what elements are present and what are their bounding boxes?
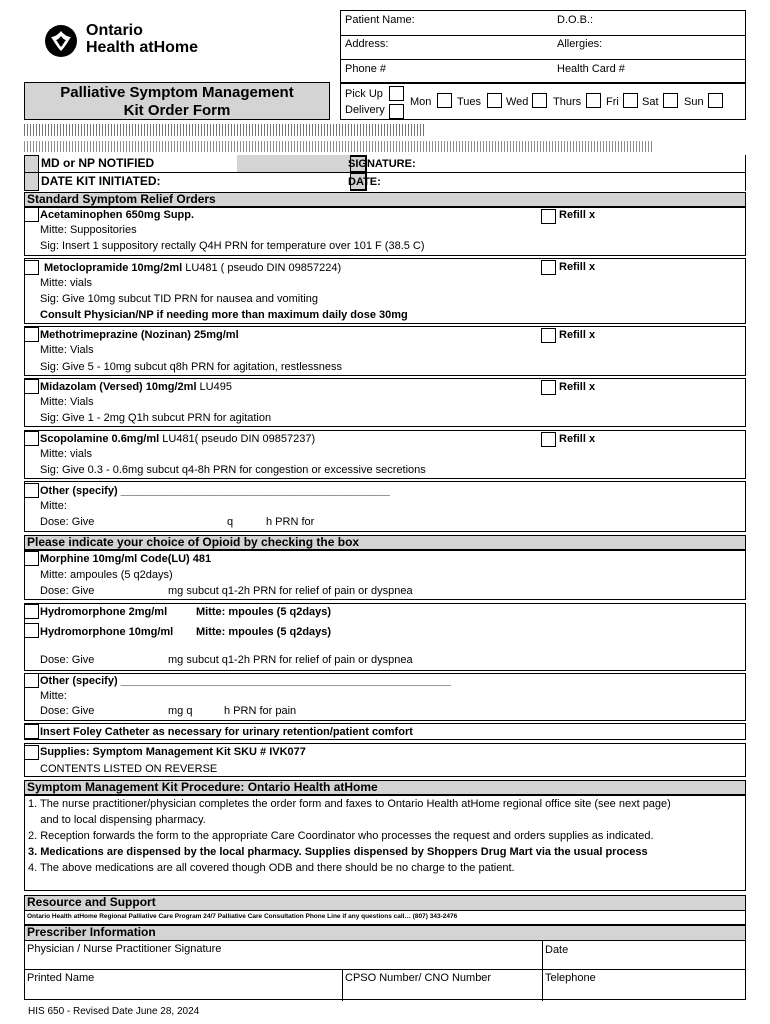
trillium-icon: [44, 24, 78, 58]
metoclopramide-checkbox[interactable]: [24, 260, 39, 275]
supplies-line1: Supplies: Symptom Management Kit SKU # IVK077: [40, 746, 306, 758]
patient-name-label: Patient Name:: [345, 14, 415, 26]
dob-label: D.O.B.:: [557, 14, 594, 26]
date-label: DATE:: [348, 176, 381, 188]
midazolam-name: [40, 381, 232, 394]
foley-checkbox[interactable]: [24, 724, 39, 739]
methotrimeprazine-checkbox[interactable]: [24, 327, 39, 342]
sun-checkbox[interactable]: [708, 93, 723, 108]
metoclopramide-refill: Refill x: [559, 261, 596, 273]
day-tues: Tues: [457, 96, 482, 108]
acetaminophen-checkbox[interactable]: [24, 207, 39, 222]
resource-header: Resource and Support: [24, 895, 746, 911]
midazolam-refill: Refill x: [559, 381, 596, 393]
other-opioid-prn: h PRN for pain: [224, 705, 297, 717]
allergies-label: Allergies:: [557, 38, 603, 50]
fri-checkbox[interactable]: [623, 93, 638, 108]
pickup-checkbox[interactable]: [389, 86, 404, 101]
scopolamine-drug: Scopolamine 0.6mg/ml: [40, 433, 160, 445]
other-opioid-checkbox[interactable]: [24, 673, 39, 688]
foley-text: Insert Foley Catheter as necessary for urinary retention/patient comfort: [40, 726, 413, 738]
prescriber-signature-label: Physician / Nurse Practitioner Signature: [27, 943, 222, 955]
scopolamine-name: [40, 433, 315, 446]
day-wed: Wed: [506, 96, 529, 108]
wed-checkbox[interactable]: [532, 93, 547, 108]
other-standard-name: Other (specify) ____________________________________________: [40, 485, 390, 497]
morphine-dose-rest: mg subcut q1-2h PRN for relief of pain or dyspnea: [168, 585, 413, 597]
signature-label: SIGNATURE:: [348, 158, 416, 170]
midazolam-extra: LU495: [196, 381, 232, 393]
scopolamine-checkbox[interactable]: [24, 431, 39, 446]
day-sun: Sun: [684, 96, 704, 108]
midazolam-drug: Midazolam (Versed) 10mg/2ml: [40, 381, 197, 393]
methotrimeprazine-mitte: Mitte: Vials: [40, 344, 94, 356]
standard-orders-header: Standard Symptom Relief Orders: [24, 192, 746, 207]
acetaminophen-refill: Refill x: [559, 209, 596, 221]
form-title-line1: Palliative Symptom Management: [60, 84, 294, 101]
morphine-mitte: Mitte: ampoules (5 q2days): [40, 569, 173, 581]
scopolamine-refill-checkbox[interactable]: [541, 432, 556, 447]
day-mon: Mon: [410, 96, 432, 108]
metoclopramide-refill-checkbox[interactable]: [541, 260, 556, 275]
address-label: Address:: [345, 38, 389, 50]
metoclopramide-drug: Metoclopramide 10mg/2ml: [44, 262, 183, 274]
prescriber-printed-label: Printed Name: [27, 972, 95, 984]
other-standard-prn: h PRN for: [266, 516, 315, 528]
ontario-logo: [44, 22, 244, 62]
prescriber-header: Prescriber Information: [24, 925, 746, 941]
scopolamine-extra: LU481( pseudo DIN 09857237): [159, 433, 316, 445]
hydromorphone-2mg-checkbox[interactable]: [24, 604, 39, 619]
md-np-notified-label: MD or NP NOTIFIED: [41, 156, 155, 170]
sat-checkbox[interactable]: [663, 93, 678, 108]
acetaminophen-sig: Sig: Insert 1 suppository rectally Q4H PRN for temperature over 101 F (38.5 C): [40, 240, 425, 252]
acetaminophen-name: Acetaminophen 650mg Supp.: [40, 209, 195, 221]
procedure-header: Symptom Management Kit Procedure: Ontario Health atHome: [24, 780, 746, 795]
metoclopramide-extra: LU481 ( pseudo DIN 09857224): [182, 262, 342, 274]
morphine-name: Morphine 10mg/ml Code(LU) 481: [40, 553, 212, 565]
metoclopramide-sig: Sig: Give 10mg subcut TID PRN for nausea and vomiting: [40, 293, 318, 305]
prescriber-cpso-label: CPSO Number/ CNO Number: [345, 972, 492, 984]
scopolamine-mitte: Mitte: vials: [40, 448, 92, 460]
garbled-text-row-2: [24, 141, 654, 152]
resource-line: Ontario Health atHome Regional Palliative Care Program 24/7 Palliative Care Consultation Phone Line if any questions call… (807) 343-2476: [27, 913, 458, 920]
tues-checkbox[interactable]: [487, 93, 502, 108]
scopolamine-sig: Sig: Give 0.3 - 0.6mg subcut q4-8h PRN for congestion or excessive secretions: [40, 464, 426, 476]
day-thurs: Thurs: [553, 96, 582, 108]
other-standard-checkbox[interactable]: [24, 483, 39, 498]
midazolam-checkbox[interactable]: [24, 379, 39, 394]
thurs-checkbox[interactable]: [586, 93, 601, 108]
hydromorphone-2mg-mitte: Mitte: mpoules (5 q2days): [196, 606, 332, 618]
scopolamine-refill: Refill x: [559, 433, 596, 445]
procedure-step-3: 3. Medications are dispensed by the local pharmacy. Supplies dispensed by Shoppers Drug Mart via the usual process: [28, 846, 648, 858]
methotrimeprazine-refill-checkbox[interactable]: [541, 328, 556, 343]
midazolam-mitte: Mitte: Vials: [40, 396, 94, 408]
phone-label: Phone #: [345, 63, 386, 75]
metoclopramide-name: [44, 262, 341, 275]
logo-line1: Ontario: [86, 22, 143, 39]
date-kit-initiated-label: DATE KIT INITIATED:: [41, 174, 161, 188]
other-standard-dose: Dose: Give: [40, 516, 95, 528]
health-card-label: Health Card #: [557, 63, 625, 75]
delivery-label: Delivery: [345, 104, 385, 116]
hydromorphone-dose: Dose: Give: [40, 654, 95, 666]
procedure-step-1: 1. The nurse practitioner/physician completes the order form and faxes to Ontario Health atHome regional office site (see next page): [28, 798, 671, 810]
supplies-checkbox[interactable]: [24, 745, 39, 760]
metoclopramide-note: Consult Physician/NP if needing more than maximum daily dose 30mg: [40, 309, 408, 321]
acetaminophen-mitte: Mitte: Suppositories: [40, 224, 137, 236]
procedure-step-2: 2. Reception forwards the form to the appropriate Care Coordinator who processes the request and orders supplies as indicated.: [28, 830, 654, 842]
day-fri: Fri: [606, 96, 619, 108]
hydromorphone-2mg-name: Hydromorphone 2mg/ml: [40, 606, 168, 618]
form-title-box: [24, 82, 330, 120]
other-opioid-name: Other (specify) ______________________________________________________: [40, 675, 452, 687]
hydromorphone-dose-rest: mg subcut q1-2h PRN for relief of pain or dyspnea: [168, 654, 413, 666]
midazolam-sig: Sig: Give 1 - 2mg Q1h subcut PRN for agitation: [40, 412, 272, 424]
opioid-header: Please indicate your choice of Opioid by checking the box: [24, 535, 746, 550]
morphine-dose: Dose: Give: [40, 585, 95, 597]
supplies-line2: CONTENTS LISTED ON REVERSE: [40, 763, 218, 775]
logo-line2: Health atHome: [86, 39, 199, 56]
other-standard-mitte: Mitte:: [40, 500, 67, 512]
prescriber-date-label: Date: [545, 944, 569, 956]
delivery-checkbox[interactable]: [389, 104, 404, 119]
other-opioid-mgq: mg q: [168, 705, 193, 717]
methotrimeprazine-refill: Refill x: [559, 329, 596, 341]
form-title-line2: Kit Order Form: [123, 102, 231, 119]
methotrimeprazine-name: Methotrimeprazine (Nozinan) 25mg/ml: [40, 329, 239, 341]
mon-checkbox[interactable]: [437, 93, 452, 108]
acetaminophen-refill-checkbox[interactable]: [541, 209, 556, 224]
hydromorphone-10mg-name: Hydromorphone 10mg/ml: [40, 626, 174, 638]
footer-revision: HIS 650 - Revised Date June 28, 2024: [28, 1006, 200, 1017]
metoclopramide-mitte: Mitte: vials: [40, 277, 92, 289]
midazolam-refill-checkbox[interactable]: [541, 380, 556, 395]
day-sat: Sat: [642, 96, 659, 108]
prescriber-telephone-label: Telephone: [545, 972, 596, 984]
other-opioid-dose: Dose: Give: [40, 705, 95, 717]
other-opioid-mitte: Mitte:: [40, 690, 67, 702]
procedure-step-4: 4. The above medications are all covered though ODB and there should be no charge to the patient.: [28, 862, 515, 874]
hydromorphone-10mg-mitte: Mitte: mpoules (5 q2days): [196, 626, 332, 638]
other-standard-q: q: [227, 516, 234, 528]
hydromorphone-10mg-checkbox[interactable]: [24, 623, 39, 638]
pickup-label: Pick Up: [345, 88, 383, 100]
garbled-text-row-1: [24, 124, 424, 136]
methotrimeprazine-sig: Sig: Give 5 - 10mg subcut q8h PRN for agitation, restlessness: [40, 361, 343, 373]
procedure-step-1b: and to local dispensing pharmacy.: [28, 814, 206, 826]
morphine-checkbox[interactable]: [24, 551, 39, 566]
